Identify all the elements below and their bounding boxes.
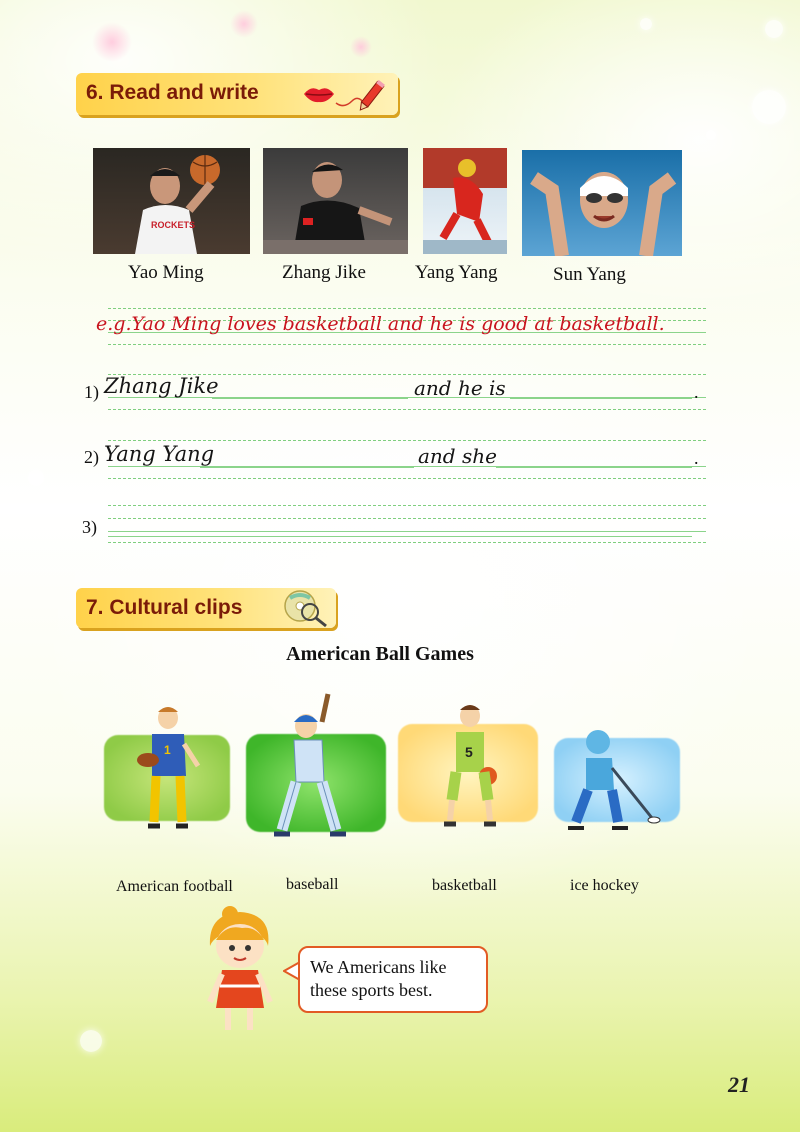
section-7-header: [76, 588, 336, 628]
svg-text:1: 1: [164, 743, 171, 757]
label-ice-hockey: ice hockey: [570, 877, 639, 894]
item-1-connector: and he is: [414, 376, 506, 400]
caption-sun-yang: Sun Yang: [553, 264, 626, 285]
item-1-number: 1): [84, 382, 99, 402]
item-1-blank-1[interactable]: [212, 380, 408, 399]
hockey-player-figure: [556, 728, 666, 838]
guide-line: [108, 308, 706, 309]
item-2-connector: and she: [418, 444, 497, 468]
item-2-number: 2): [84, 447, 99, 467]
photo-sun-yang: [522, 150, 682, 256]
baseball-player-figure: [270, 692, 360, 842]
cd-magnifier-icon: [280, 588, 332, 628]
caption-yao-ming: Yao Ming: [128, 262, 204, 283]
football-player-figure: [130, 704, 210, 834]
background-blossom: [92, 22, 132, 62]
guide-line: [108, 542, 706, 543]
example-sentence: e.g.Yao Ming loves basketball and he is good at basketball.: [96, 313, 665, 335]
item-3-number: 3): [82, 517, 97, 537]
photo-yao-ming: [93, 148, 250, 254]
background-bubble: [640, 18, 652, 30]
background-blossom: [230, 10, 258, 38]
item-2-blank-2[interactable]: [496, 449, 692, 468]
svg-text:ROCKETS: ROCKETS: [151, 220, 196, 230]
item-1-period: .: [694, 382, 699, 402]
section-6-header: [76, 73, 398, 115]
section-7-title: 7. Cultural clips: [86, 596, 243, 619]
guide-line: [108, 344, 706, 345]
item-2-blank-1[interactable]: [200, 449, 414, 468]
pencil-icon: [334, 77, 390, 111]
speech-bubble: [298, 946, 488, 1013]
label-american-football: American football: [116, 878, 233, 895]
guide-line: [108, 409, 706, 410]
background-bubble: [706, 130, 716, 140]
photo-yang-yang: [423, 148, 507, 254]
caption-zhang-jike: Zhang Jike: [282, 262, 366, 283]
item-2-subject: Yang Yang: [104, 442, 215, 466]
photo-zhang-jike: [263, 148, 408, 254]
background-bubble: [28, 470, 44, 486]
guide-line: [108, 505, 706, 506]
label-basketball: basketball: [432, 877, 497, 894]
background-blossom: [350, 36, 372, 58]
american-ball-games-heading: American Ball Games: [286, 643, 474, 665]
item-3-blank[interactable]: [108, 518, 692, 537]
background-bubble: [765, 20, 783, 38]
section-6-title: 6. Read and write: [86, 81, 259, 104]
caption-yang-yang: Yang Yang: [415, 262, 498, 283]
basketball-player-figure: [430, 702, 510, 832]
girl-figure: [196, 904, 286, 1034]
speech-line-1: We Americans like: [310, 957, 447, 977]
background-bubble: [752, 90, 786, 124]
item-2-period: .: [694, 448, 699, 468]
speech-line-2: these sports best.: [310, 980, 433, 1000]
speech-text: [310, 956, 447, 1002]
page-number: 21: [728, 1072, 750, 1097]
item-1-blank-2[interactable]: [510, 380, 692, 399]
item-1-subject: Zhang Jike: [104, 374, 219, 398]
label-baseball: baseball: [286, 876, 339, 893]
background-bubble: [80, 1030, 102, 1052]
svg-text:5: 5: [465, 744, 473, 760]
lips-icon: [302, 84, 336, 104]
guide-line: [108, 440, 706, 441]
guide-line: [108, 478, 706, 479]
